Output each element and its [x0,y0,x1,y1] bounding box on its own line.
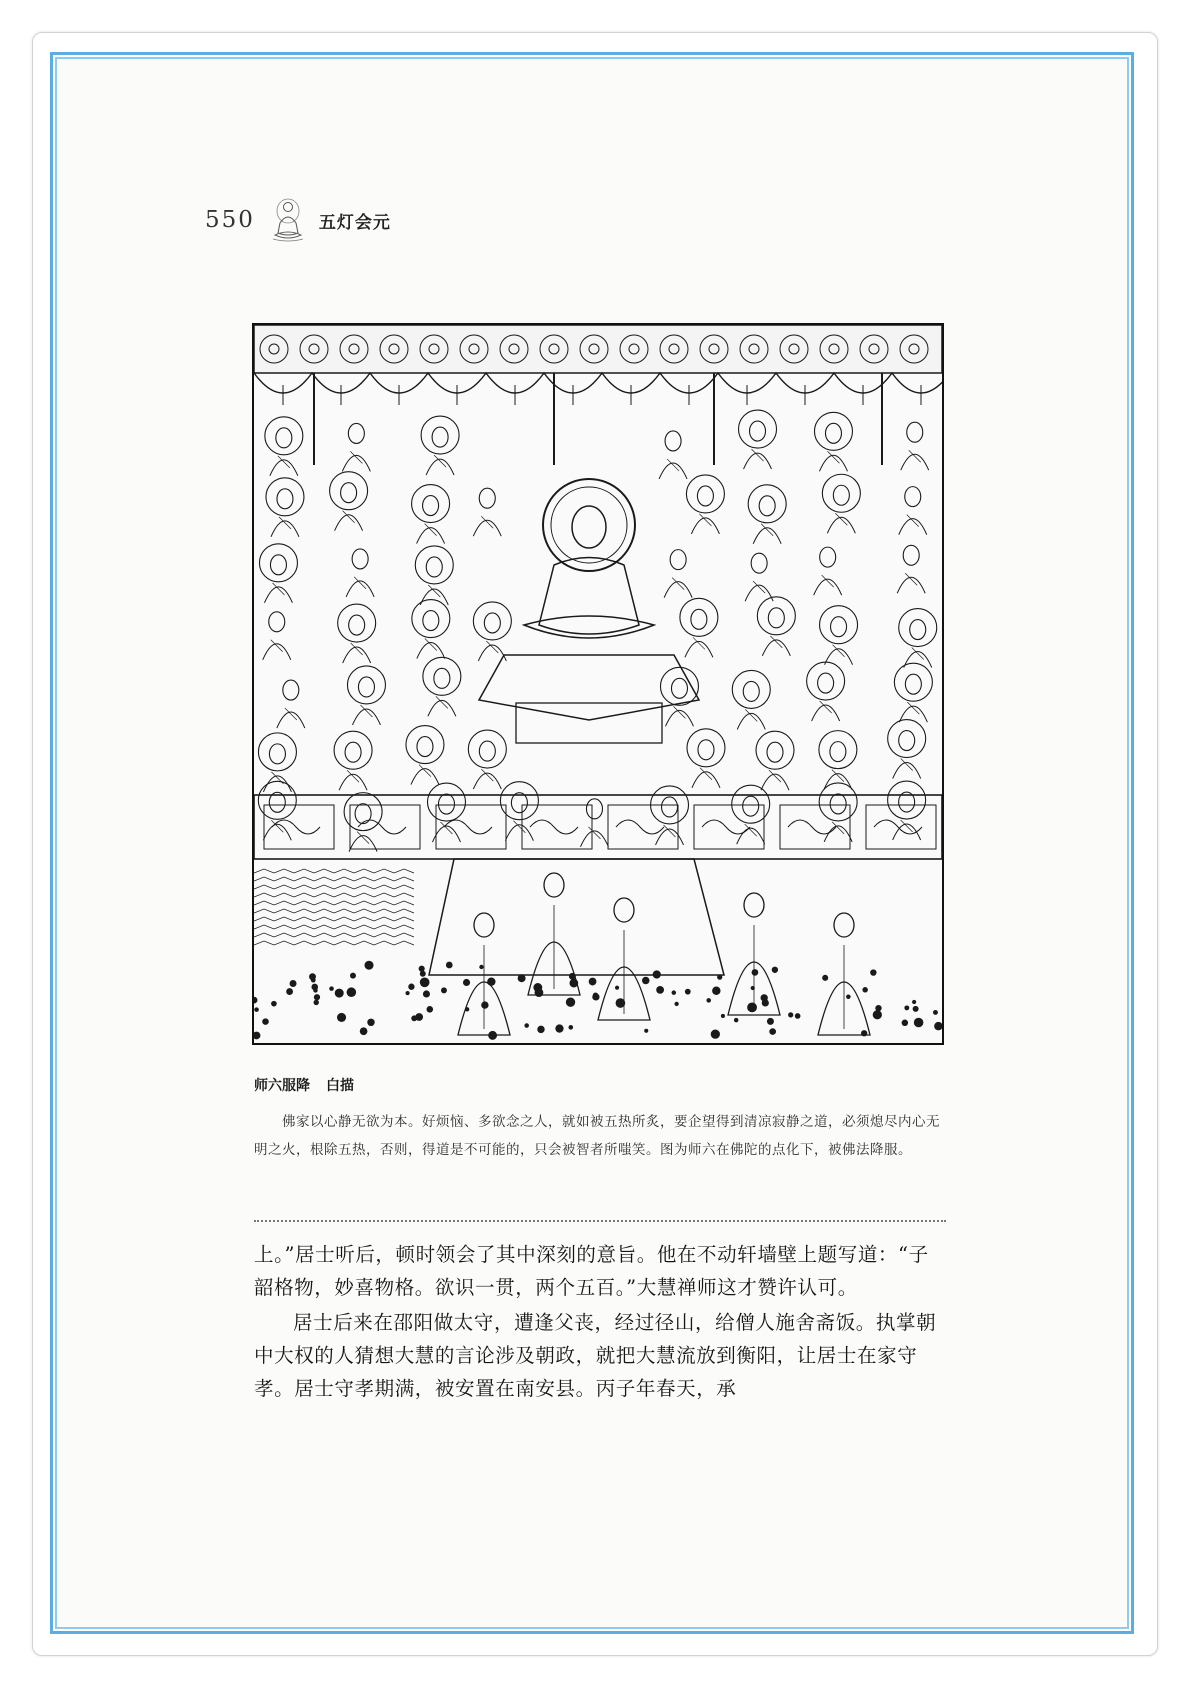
ground-foliage [479,965,483,969]
figure-head [665,431,681,451]
paragraph: 居士后来在邵阳做太守，遭逢父丧，经过径山，给僧人施舍斋饭。执掌朝中大权的人猜想大慧的言论涉及朝政，就把大慧流放到衡阳，让居士在家守孝。居士守孝期满，被安置在南安县。丙子年春天，承 [254,1311,937,1400]
floor-pattern [254,901,414,905]
ground-foliage [933,1010,938,1015]
ground-foliage [535,988,544,997]
ground-foliage [481,1001,488,1008]
ground-foliage [616,998,626,1008]
figure-head [434,668,450,688]
ground-foliage [656,986,664,994]
ground-foliage [752,969,759,976]
ground-foliage [313,988,317,992]
figure-head [899,731,915,751]
figure-head [768,608,784,628]
floor-pattern [254,909,414,913]
ground-foliage [290,980,297,987]
ground-foliage [420,971,426,977]
ground-foliage [350,973,356,979]
ground-foliage [569,973,576,980]
floor-pattern [254,893,414,897]
figure-head [830,742,846,762]
ground-foliage [271,1001,277,1007]
main-text [254,1238,946,1405]
ground-foliage [712,987,720,995]
figure-head [426,557,442,577]
figure-head [831,617,847,637]
ground-foliage [314,994,320,1000]
ground-foliage [423,990,430,997]
ground-foliage [408,984,414,990]
figure-head [905,487,921,507]
ground-foliage [653,970,661,978]
ground-foliage [762,999,769,1006]
figure-head [662,797,678,817]
figure-title: 师六服降 [254,1078,310,1094]
figure-head [277,489,293,509]
ground-foliage [446,962,453,969]
floor-pattern [254,917,414,921]
figure-head [352,549,368,569]
figure-head [905,674,921,694]
ground-foliage [463,979,470,986]
buddha-head [572,506,606,548]
figure-head [355,804,371,824]
figure-head [691,609,707,629]
ground-foliage [873,1010,882,1019]
floor-pattern [254,941,414,945]
foreground-figure-head [744,893,764,917]
figure-head [348,423,364,443]
figure-head [423,611,439,631]
ground-foliage [566,998,575,1007]
ground-foliage [487,977,495,985]
ground-foliage [537,1026,544,1033]
page-number: 550 [205,207,255,233]
ground-foliage [415,1013,423,1021]
ground-foliage [870,969,876,975]
ground-foliage [592,993,599,1000]
figure-head [825,423,841,443]
balustrade-scroll [272,820,320,834]
foreground-figure-head [544,873,564,897]
figure-head [910,620,926,640]
ground-foliage [311,978,316,983]
figure-head [750,421,766,441]
canopy-drapery [254,373,942,393]
figure-head [697,486,713,506]
ground-foliage [861,1030,867,1036]
ground-foliage [751,986,755,990]
figure-head [479,488,495,508]
figure-caption-title [254,1075,354,1095]
figure-head [751,553,767,573]
ground-foliage [822,975,828,981]
ground-foliage [441,987,447,993]
floor-pattern [254,885,414,889]
ground-foliage [589,978,597,986]
ground-foliage [405,991,409,995]
ground-foliage [767,1018,774,1025]
figure-technique: 白描 [326,1078,354,1094]
paragraph: 上。”居士听后，顿时领会了其中深刻的意旨。他在不动轩墙壁上题写道：“子韶格物，妙喜物格。欲识一贯，两个五百。”大慧禅师这才赞许认可。 [254,1243,929,1299]
ground-foliage [674,1002,678,1006]
stairway [429,859,724,975]
ground-foliage [337,1013,346,1022]
figure-head [269,744,285,764]
ground-foliage [913,1006,919,1012]
ground-foliage [902,1020,908,1026]
ground-foliage [254,1032,260,1040]
ground-foliage [367,1019,374,1026]
balustrade-scroll [788,820,836,834]
ground-foliage [644,1029,648,1033]
ground-foliage [254,1007,259,1012]
figure-head [283,680,299,700]
ground-foliage [555,1024,563,1032]
seated-buddha-icon [269,197,307,243]
figure-caption-body: 佛家以心静无欲为本。好烦恼、多欲念之人，就如被五热所炙，要企望得到清凉寂静之道，必须熄尽内心无明之火，根除五热，否则，得道是不可能的，只会被智者所嗤笑。图为师六在佛陀的点化下，被佛法降服。 [254,1114,940,1158]
figure-head [358,677,374,697]
ground-foliage [772,967,778,973]
buddha-robe [539,558,639,635]
figure-head [767,742,783,762]
ground-foliage [912,1000,916,1004]
figure-head [479,741,495,761]
balustrade-scroll [616,820,664,834]
figure-head [432,427,448,447]
ground-foliage [488,1031,497,1040]
ground-foliage [711,1030,720,1039]
ground-foliage [426,1006,433,1013]
ground-foliage [769,1028,776,1035]
figure-head [270,555,286,575]
ground-foliage [721,1014,725,1018]
figure-head [438,794,454,814]
ground-foliage [314,1000,319,1005]
ground-foliage [570,979,579,988]
ground-foliage [465,1007,469,1011]
dotted-divider [254,1220,946,1222]
figure-head [833,485,849,505]
throne-pedestal [516,703,662,743]
foreground-figure-head [614,898,634,922]
ground-foliage [795,1013,801,1019]
ground-foliage [262,1018,269,1025]
figure-head [586,799,602,819]
ground-foliage [904,1005,909,1010]
ground-foliage [254,997,257,1004]
ground-foliage [862,987,867,992]
ground-foliage [524,1023,529,1028]
ground-foliage [518,974,526,982]
ground-foliage [286,988,293,995]
ground-foliage [788,1012,793,1017]
ground-foliage [420,977,430,987]
ground-foliage [615,986,619,990]
foreground-figure-head [834,913,854,937]
balustrade-scroll [874,820,922,834]
figure-head [417,737,433,757]
floor-pattern [254,925,414,929]
figure-head [670,550,686,570]
balustrade-scroll [530,820,578,834]
figure-head [341,483,357,503]
figure-head [743,681,759,701]
book-title: 五灯会元 [318,212,391,233]
figure-head [907,422,923,442]
figure-head [423,496,439,516]
balustrade-scroll [702,820,750,834]
ground-foliage [364,961,373,970]
running-header [205,200,391,240]
floor-pattern [254,869,414,873]
figure-head [743,796,759,816]
figure-head [698,740,714,760]
figure-head [349,615,365,635]
figure-head [759,496,775,516]
figure-head [820,547,836,567]
ground-foliage [347,987,357,997]
ground-foliage [335,989,344,998]
buddhist-assembly-illustration [252,323,944,1045]
foreground-figure-head [474,913,494,937]
balustrade-scroll [444,820,492,834]
ground-foliage [685,989,691,995]
ground-foliage [672,990,677,995]
ground-foliage [747,1002,757,1012]
ground-foliage [734,1018,739,1023]
ground-foliage [914,1018,924,1028]
ground-foliage [329,986,334,991]
ground-foliage [360,1027,368,1035]
figure-head [345,742,361,762]
figure-head [903,545,919,565]
figure-head [818,673,834,693]
floor-pattern [254,877,414,881]
figure-head [671,678,687,698]
ground-foliage [846,995,851,1000]
balustrade-panel [522,805,592,849]
figure-head [269,612,285,632]
ground-foliage [642,977,650,985]
figure-head [276,428,292,448]
figure-head [830,794,846,814]
ground-foliage [419,966,425,972]
ground-foliage [568,1025,573,1030]
ground-foliage [934,1022,942,1031]
line-drawing-canvas [254,325,942,1043]
ground-foliage [706,998,711,1003]
floor-pattern [254,933,414,937]
figure-head [484,613,500,633]
throne-base [479,655,699,720]
ground-foliage [717,975,722,980]
